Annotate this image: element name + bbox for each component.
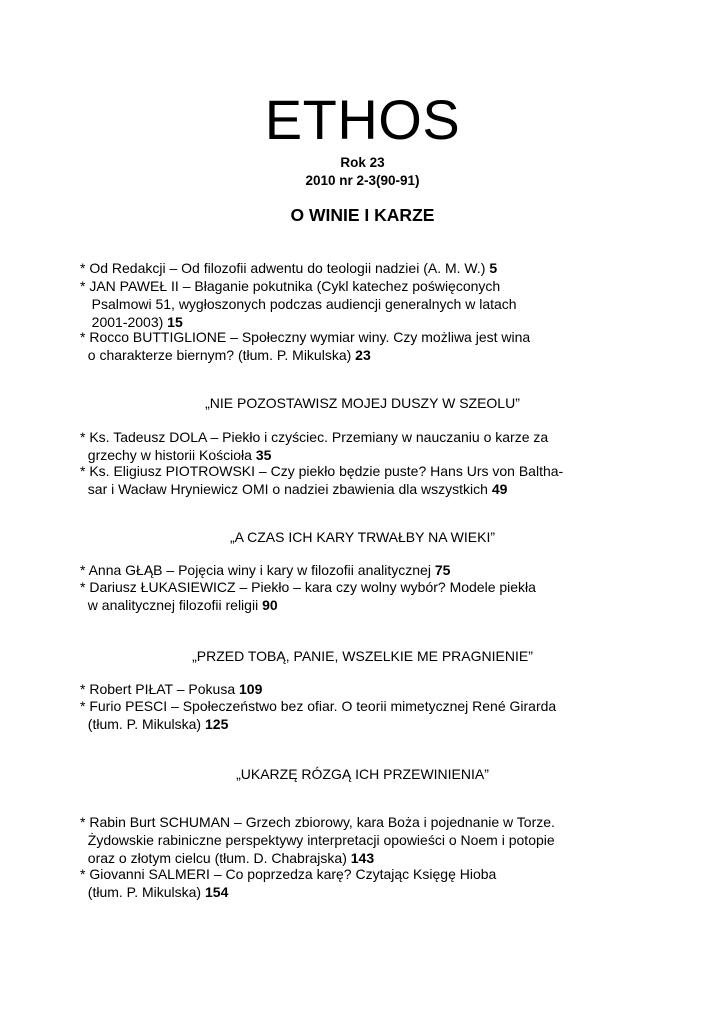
journal-issue: 2010 nr 2-3(90-91) [305,173,420,188]
journal-year: Rok 23 [340,155,385,170]
section-title: „PRZED TOBĄ, PANIE, WSZELKIE ME PRAGNIENIE” [192,648,533,664]
entry-text: grzechy w historii Kościoła [80,447,256,463]
entry-text: * Furio PESCI – Społeczeństwo bez ofiar. O teorii mimetycznej René Girarda [80,698,557,714]
toc-entry [80,865,610,901]
entry-page: 15 [167,314,183,330]
section-title: „A CZAS ICH KARY TRWAŁBY NA WIEKI” [229,529,496,545]
toc-entry [80,680,610,698]
section-title: „NIE POZOSTAWISZ MOJEJ DUSZY W SZEOLU” [205,395,520,411]
entry-text: * Od Redakcji – Od filozofii adwentu do teologii nadziei (A. M. W.) [80,260,490,276]
entry-page: 125 [205,716,229,732]
entry-page: 109 [239,681,263,697]
entry-text: w analitycznej filozofii religii [80,597,263,613]
entry-text: * Dariusz ŁUKASIEWICZ – Piekło – kara czy wolny wybór? Modele piekła [80,579,536,595]
entry-text: * Ks. Tadeusz DOLA – Piekło i czyściec. Przemiany w nauczaniu o karze za [80,429,549,445]
entry-text: Żydowskie rabiniczne perspektywy interpretacji opowieści o Noem i potopie [80,832,555,848]
toc-entry [80,428,610,464]
entry-page: 154 [205,884,229,900]
entry-text: * JAN PAWEŁ II – Błaganie pokutnika (Cykl katechez poświęconych [80,278,501,294]
toc-entry [80,259,610,277]
entry-text: o charakterze biernym? (tłum. P. Mikulska) [80,347,356,363]
entry-text: oraz o złotym cielcu (tłum. D. Chabrajska) [80,850,351,866]
section-title: „UKARZĘ RÓZGĄ ICH PRZEWINIENIA” [236,766,489,782]
issue-theme: O WINIE I KARZE [290,205,435,225]
entry-text: * Rabin Burt SCHUMAN – Grzech zbiorowy, kara Boża i pojednanie w Torze. [80,814,555,830]
journal-title: ETHOS [264,88,461,151]
entry-text: 2001-2003) [80,314,168,330]
toc-entry [80,277,610,331]
entry-page: 75 [434,562,451,578]
toc-entry [80,813,610,867]
entry-page: 90 [262,597,278,613]
entry-page: 23 [355,347,371,363]
entry-text: sar i Wacław Hryniewicz OMI o nadziei zbawienia dla wszystkich [80,481,492,497]
entry-text: (tłum. P. Mikulska) [80,716,205,732]
entry-text: Psalmowi 51, wygłoszonych podczas audiencji generalnych w latach [80,296,517,312]
toc-entry [80,561,610,579]
entry-page: 5 [489,260,498,276]
entry-text: * Rocco BUTTIGLIONE – Społeczny wymiar winy. Czy możliwa jest wina [80,329,531,345]
entry-page: 35 [255,447,272,463]
entry-text: * Ks. Eligiusz PIOTROWSKI – Czy piekło będzie puste? Hans Urs von Baltha- [80,463,564,479]
toc-entry [80,578,610,614]
entry-page: 143 [350,850,375,866]
entry-text: (tłum. P. Mikulska) [80,884,205,900]
toc-entry [80,328,610,364]
toc-entry [80,462,610,498]
entry-text: * Anna GŁĄB – Pojęcia winy i kary w filozofii analitycznej [80,562,435,578]
toc-entry [80,697,610,733]
entry-text: * Giovanni SALMERI – Co poprzedza karę? Czytając Księgę Hioba [80,866,497,882]
entry-page: 49 [491,481,508,497]
entry-text: * Robert PIŁAT – Pokusa [80,681,240,697]
